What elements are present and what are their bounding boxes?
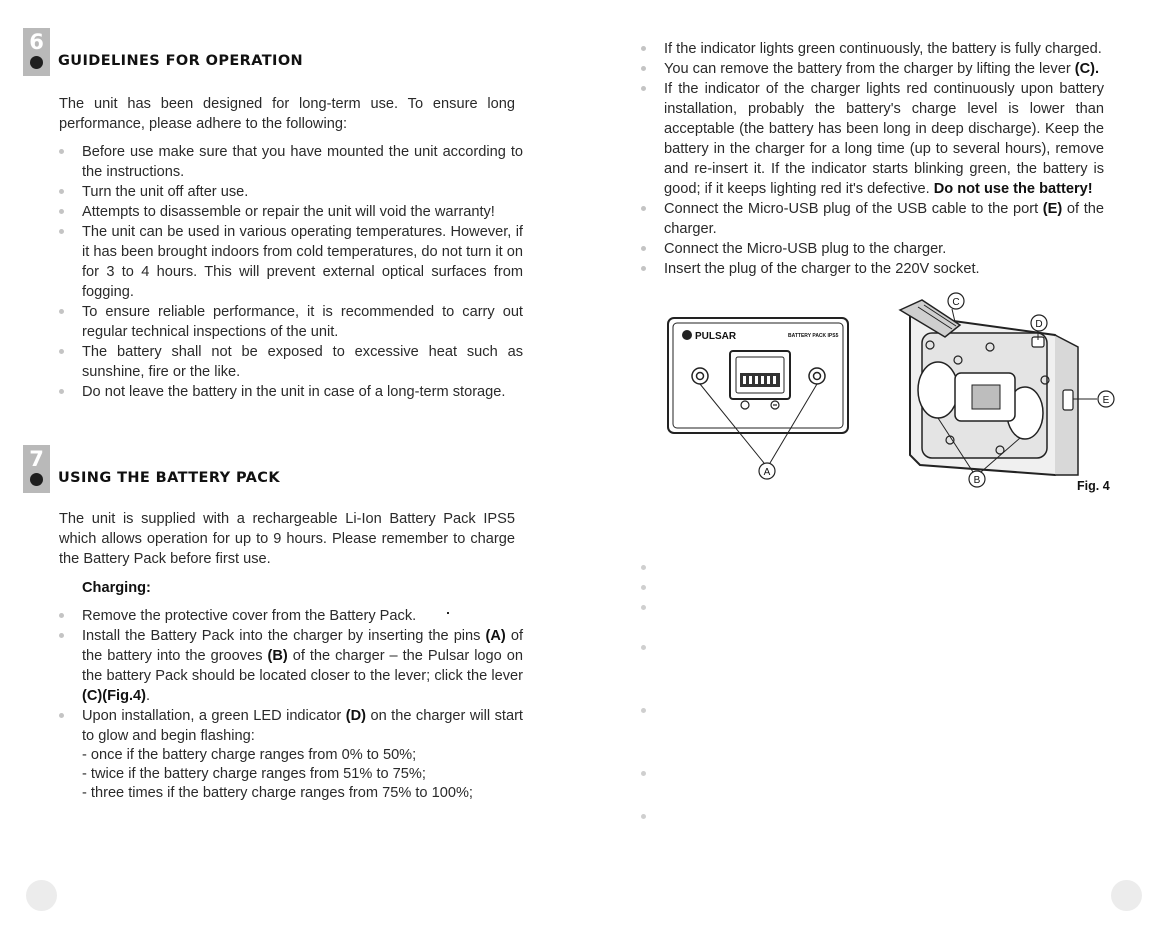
section-6-title: GUIDELINES FOR OPERATION — [58, 53, 304, 69]
list-item: You can remove the battery from the charger by lifting the lever (C). — [640, 59, 1104, 79]
faint-bullet — [641, 771, 646, 776]
callout-c: C — [952, 297, 960, 308]
bullet-dot-icon — [30, 56, 43, 69]
right-list — [640, 39, 1104, 279]
page-marker-left — [26, 880, 57, 911]
section-6-marker — [23, 28, 50, 76]
callout-d: D — [1035, 319, 1043, 330]
flash-pattern-item: - three times if the battery charge ranges from 75% to 100%; — [82, 785, 473, 801]
section-6-list — [58, 142, 523, 402]
section-7-marker — [23, 445, 50, 493]
figure-4-illustration — [660, 285, 1120, 500]
callout-a: A — [763, 467, 771, 478]
section-7-title: USING THE BATTERY PACK — [58, 470, 280, 486]
list-item: Connect the Micro-USB plug of the USB cable to the port (E) of the charger. — [640, 199, 1104, 239]
pulsar-logo: PULSAR — [695, 331, 737, 342]
section-number: 6 — [29, 30, 44, 54]
list-item: Do not leave the battery in the unit in case of a long-term storage. — [58, 382, 523, 402]
callout-b: B — [973, 475, 981, 486]
flash-pattern-item: - once if the battery charge ranges from 0% to 50%; — [82, 747, 417, 763]
flash-pattern-item: - twice if the battery charge ranges from 51% to 75%; — [82, 766, 426, 782]
section-7-intro: The unit is supplied with a rechargeable Li-Ion Battery Pack IPS5 which allows operation for up to 9 hours. Please remember to charge the Battery Pack before first use. — [59, 511, 515, 567]
charging-list — [58, 606, 523, 803]
list-item: The battery shall not be exposed to excessive heat such as sunshine, fire or the like. — [58, 342, 523, 382]
callout-e: E — [1102, 395, 1110, 406]
list-item: Turn the unit off after use. — [58, 182, 523, 202]
page-marker-right — [1111, 880, 1142, 911]
charger-drawing — [900, 293, 1114, 487]
stray-mark — [447, 612, 449, 614]
faint-bullet — [641, 605, 646, 610]
battery-label: BATTERY PACK IPS5 — [788, 333, 839, 339]
list-item: Connect the Micro-USB plug to the charger. — [640, 239, 1104, 259]
list-item: Attempts to disassemble or repair the unit will void the warranty! — [58, 202, 523, 222]
charging-subtitle: Charging: — [82, 580, 151, 596]
faint-bullet — [641, 585, 646, 590]
faint-bullet — [641, 565, 646, 570]
figure-caption: Fig. 4 — [1077, 479, 1110, 493]
faint-bullet — [641, 708, 646, 713]
bullet-dot-icon — [30, 473, 43, 486]
list-item: If the indicator of the charger lights red continuously upon battery installation, probably the battery's charge level is lower than acceptable (the battery has been long in deep discharge). Keep the battery in the charger for a long time (up to several hours), remove and re-insert it. If the indicator starts blinking green, the battery is good; if it keeps lighting red it's defective. Do not use the battery! — [640, 79, 1104, 199]
list-item: Install the Battery Pack into the charger by inserting the pins (A) of the battery into the grooves (B) of the charger – the Pulsar logo on the battery Pack should be located closer to the lever; click the lever (C)(Fig.4). — [58, 626, 523, 706]
section-number: 7 — [29, 447, 44, 471]
list-item: If the indicator lights green continuously, the battery is fully charged. — [640, 39, 1104, 59]
list-item: Upon installation, a green LED indicator (D) on the charger will start to glow and begin flashing: - once if the battery charge ranges from 0% to 50%; - twice if the battery charge ranges from 51% to 75%; - three times if the battery charge ranges from 75% to 100%; — [58, 706, 523, 803]
list-item: Before use make sure that you have mounted the unit according to the instructions. — [58, 142, 523, 182]
flash-pattern-list — [82, 746, 523, 803]
list-item: Remove the protective cover from the Battery Pack. — [58, 606, 523, 626]
list-item: To ensure reliable performance, it is recommended to carry out regular technical inspections of the unit. — [58, 302, 523, 342]
faint-bullet — [641, 814, 646, 819]
faint-bullet — [641, 645, 646, 650]
battery-pack-drawing — [668, 318, 848, 479]
section-6-intro: The unit has been designed for long-term use. To ensure long performance, please adhere to the following: — [59, 96, 515, 132]
list-item: The unit can be used in various operating temperatures. However, if it has been brought indoors from cold temperatures, do not turn it on for 3 to 4 hours. This will prevent external optical surfaces from fogging. — [58, 222, 523, 302]
list-item: Insert the plug of the charger to the 220V socket. — [640, 259, 1104, 279]
